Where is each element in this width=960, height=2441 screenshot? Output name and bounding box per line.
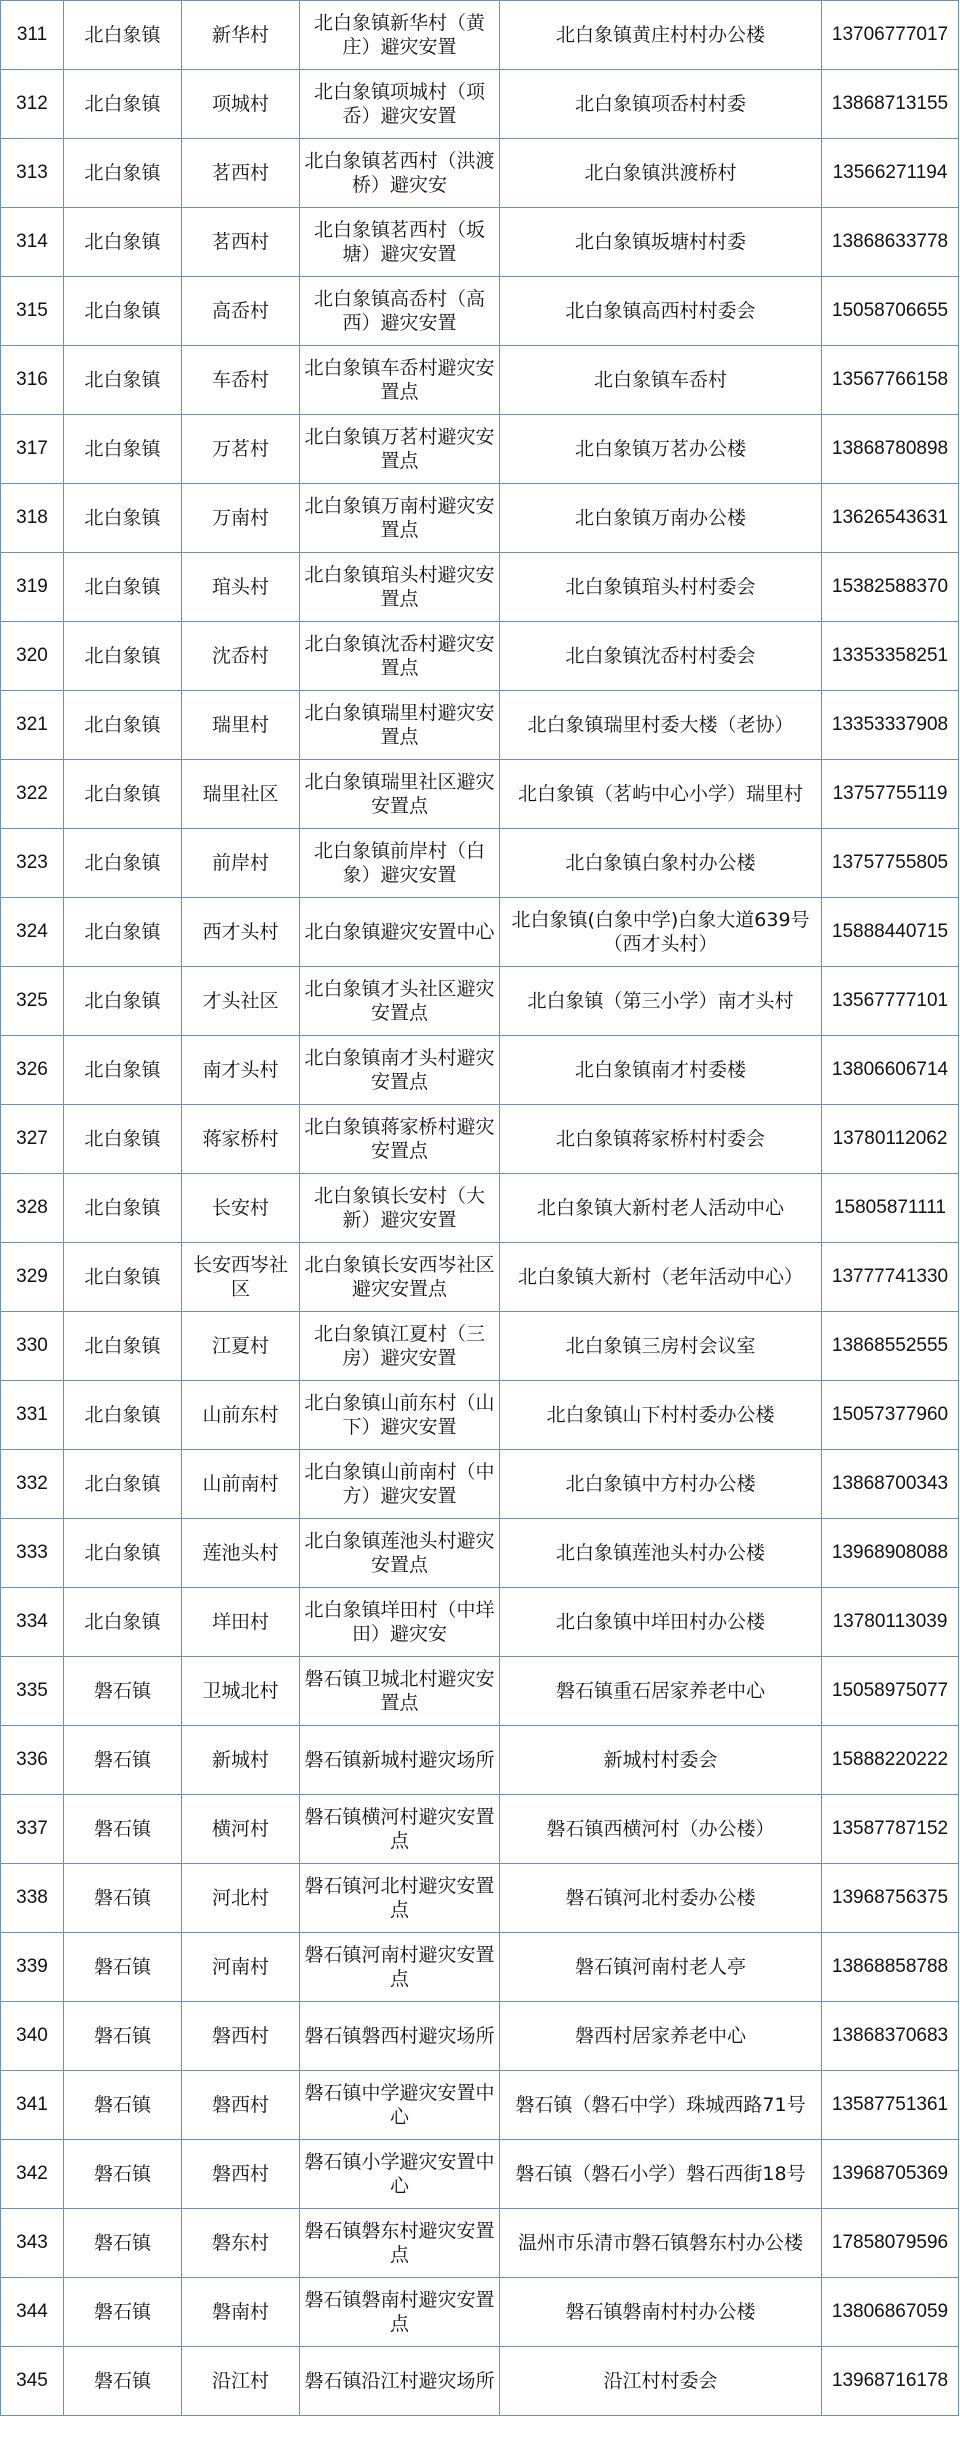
phone-cell: 15382588370 [822,553,959,622]
row-number: 327 [1,1105,64,1174]
village-cell: 南才头村 [182,1036,300,1105]
shelter-name-cell: 北白象镇才头社区避灾安置点 [300,967,500,1036]
town-cell: 磐石镇 [64,2071,182,2140]
address-cell: 北白象镇蒋家桥村村委会 [500,1105,822,1174]
town-cell: 磐石镇 [64,1933,182,2002]
address-cell: 北白象镇万南办公楼 [500,484,822,553]
row-number: 325 [1,967,64,1036]
row-number: 322 [1,760,64,829]
table-row [1,346,959,415]
phone-cell: 13968908088 [822,1519,959,1588]
address-cell: 沿江村村委会 [500,2347,822,2416]
town-cell: 北白象镇 [64,139,182,208]
table-row [1,1588,959,1657]
village-cell: 瑞里社区 [182,760,300,829]
row-number: 319 [1,553,64,622]
shelter-name-cell: 北白象镇琯头村避灾安置点 [300,553,500,622]
town-cell: 磐石镇 [64,1726,182,1795]
shelter-name-cell: 北白象镇茗西村（坂塘）避灾安置 [300,208,500,277]
table-row [1,1174,959,1243]
phone-cell: 15888440715 [822,898,959,967]
table-row [1,2209,959,2278]
table-row [1,1312,959,1381]
shelter-name-cell: 磐石镇卫城北村避灾安置点 [300,1657,500,1726]
phone-cell: 13868370683 [822,2002,959,2071]
row-number: 343 [1,2209,64,2278]
table-row [1,967,959,1036]
row-number: 339 [1,1933,64,2002]
table-row [1,1657,959,1726]
table-row [1,1450,959,1519]
shelter-name-cell: 北白象镇瑞里村避灾安置点 [300,691,500,760]
town-cell: 北白象镇 [64,1105,182,1174]
phone-cell: 13353337908 [822,691,959,760]
shelter-name-cell: 北白象镇万茗村避灾安置点 [300,415,500,484]
phone-cell: 13626543631 [822,484,959,553]
table-row [1,1,959,70]
table-row [1,1726,959,1795]
town-cell: 北白象镇 [64,208,182,277]
phone-cell: 13706777017 [822,1,959,70]
table-row [1,2002,959,2071]
address-cell: 北白象镇洪渡桥村 [500,139,822,208]
address-cell: 北白象镇莲池头村办公楼 [500,1519,822,1588]
phone-cell: 13567777101 [822,967,959,1036]
table-row [1,1795,959,1864]
row-number: 337 [1,1795,64,1864]
town-cell: 北白象镇 [64,1588,182,1657]
address-cell: 北白象镇大新村老人活动中心 [500,1174,822,1243]
phone-cell: 13780113039 [822,1588,959,1657]
phone-cell: 13968756375 [822,1864,959,1933]
shelter-name-cell: 北白象镇避灾安置中心 [300,898,500,967]
row-number: 336 [1,1726,64,1795]
row-number: 317 [1,415,64,484]
town-cell: 北白象镇 [64,346,182,415]
shelter-name-cell: 磐石镇磐南村避灾安置点 [300,2278,500,2347]
table-row [1,760,959,829]
town-cell: 北白象镇 [64,691,182,760]
phone-cell: 13868700343 [822,1450,959,1519]
address-cell: 磐石镇（磐石中学）珠城西路71号 [500,2071,822,2140]
shelter-name-cell: 磐石镇新城村避灾场所 [300,1726,500,1795]
village-cell: 新华村 [182,1,300,70]
table-row [1,1381,959,1450]
shelter-name-cell: 北白象镇山前东村（山下）避灾安置 [300,1381,500,1450]
town-cell: 磐石镇 [64,2347,182,2416]
village-cell: 山前东村 [182,1381,300,1450]
address-cell: 北白象镇琯头村村委会 [500,553,822,622]
shelter-name-cell: 北白象镇垟田村（中垟田）避灾安 [300,1588,500,1657]
town-cell: 磐石镇 [64,1795,182,1864]
village-cell: 山前南村 [182,1450,300,1519]
table-row [1,2347,959,2416]
phone-cell: 13968705369 [822,2140,959,2209]
town-cell: 北白象镇 [64,415,182,484]
town-cell: 北白象镇 [64,760,182,829]
row-number: 326 [1,1036,64,1105]
table-row [1,898,959,967]
table-row [1,1864,959,1933]
address-cell: 北白象镇中垟田村办公楼 [500,1588,822,1657]
address-cell: 北白象镇(白象中学)白象大道639号（西才头村） [500,898,822,967]
village-cell: 茗西村 [182,208,300,277]
town-cell: 磐石镇 [64,2140,182,2209]
table-row [1,1933,959,2002]
table-row [1,208,959,277]
town-cell: 磐石镇 [64,2002,182,2071]
phone-cell: 13968716178 [822,2347,959,2416]
row-number: 344 [1,2278,64,2347]
phone-cell: 13868713155 [822,70,959,139]
phone-cell: 13587751361 [822,2071,959,2140]
table-row [1,2278,959,2347]
row-number: 313 [1,139,64,208]
address-cell: 磐西村居家养老中心 [500,2002,822,2071]
town-cell: 北白象镇 [64,277,182,346]
shelter-name-cell: 北白象镇江夏村（三房）避灾安置 [300,1312,500,1381]
village-cell: 茗西村 [182,139,300,208]
town-cell: 北白象镇 [64,553,182,622]
table-row [1,139,959,208]
row-number: 334 [1,1588,64,1657]
table-row [1,277,959,346]
village-cell: 垟田村 [182,1588,300,1657]
village-cell: 横河村 [182,1795,300,1864]
town-cell: 北白象镇 [64,829,182,898]
row-number: 340 [1,2002,64,2071]
table-row [1,829,959,898]
row-number: 311 [1,1,64,70]
shelter-name-cell: 磐石镇中学避灾安置中心 [300,2071,500,2140]
shelter-name-cell: 磐石镇磐西村避灾场所 [300,2002,500,2071]
table-row [1,2071,959,2140]
village-cell: 磐西村 [182,2140,300,2209]
town-cell: 北白象镇 [64,967,182,1036]
table-row [1,1105,959,1174]
row-number: 338 [1,1864,64,1933]
row-number: 341 [1,2071,64,2140]
row-number: 318 [1,484,64,553]
town-cell: 北白象镇 [64,1036,182,1105]
address-cell: 北白象镇大新村（老年活动中心） [500,1243,822,1312]
village-cell: 前岸村 [182,829,300,898]
address-cell: 北白象镇白象村办公楼 [500,829,822,898]
address-cell: 北白象镇（茗屿中心小学）瑞里村 [500,760,822,829]
phone-cell: 15058706655 [822,277,959,346]
phone-cell: 15058975077 [822,1657,959,1726]
village-cell: 沈岙村 [182,622,300,691]
town-cell: 北白象镇 [64,1450,182,1519]
table-row [1,1519,959,1588]
town-cell: 磐石镇 [64,1864,182,1933]
village-cell: 才头社区 [182,967,300,1036]
address-cell: 北白象镇南才村委楼 [500,1036,822,1105]
address-cell: 磐石镇磐南村村办公楼 [500,2278,822,2347]
town-cell: 磐石镇 [64,2209,182,2278]
village-cell: 磐南村 [182,2278,300,2347]
shelter-name-cell: 磐石镇小学避灾安置中心 [300,2140,500,2209]
town-cell: 磐石镇 [64,1657,182,1726]
address-cell: 北白象镇中方村办公楼 [500,1450,822,1519]
phone-cell: 13806867059 [822,2278,959,2347]
row-number: 324 [1,898,64,967]
shelter-name-cell: 磐石镇磐东村避灾安置点 [300,2209,500,2278]
shelter-name-cell: 北白象镇莲池头村避灾安置点 [300,1519,500,1588]
table-row [1,691,959,760]
address-cell: 新城村村委会 [500,1726,822,1795]
address-cell: 温州市乐清市磐石镇磐东村办公楼 [500,2209,822,2278]
address-cell: 北白象镇坂塘村村委 [500,208,822,277]
address-cell: 磐石镇河南村老人亭 [500,1933,822,2002]
row-number: 314 [1,208,64,277]
town-cell: 北白象镇 [64,1519,182,1588]
village-cell: 磐西村 [182,2002,300,2071]
shelter-name-cell: 北白象镇万南村避灾安置点 [300,484,500,553]
row-number: 316 [1,346,64,415]
phone-cell: 13868780898 [822,415,959,484]
village-cell: 新城村 [182,1726,300,1795]
shelter-name-cell: 北白象镇蒋家桥村避灾安置点 [300,1105,500,1174]
address-cell: 北白象镇高西村村委会 [500,277,822,346]
row-number: 330 [1,1312,64,1381]
town-cell: 北白象镇 [64,1312,182,1381]
village-cell: 磐西村 [182,2071,300,2140]
shelter-name-cell: 北白象镇长安村（大新）避灾安置 [300,1174,500,1243]
village-cell: 车岙村 [182,346,300,415]
shelter-name-cell: 磐石镇河北村避灾安置点 [300,1864,500,1933]
phone-cell: 13806606714 [822,1036,959,1105]
village-cell: 河北村 [182,1864,300,1933]
shelter-name-cell: 北白象镇瑞里社区避灾安置点 [300,760,500,829]
shelter-name-cell: 北白象镇长安西岑社区避灾安置点 [300,1243,500,1312]
town-cell: 北白象镇 [64,484,182,553]
phone-cell: 13567766158 [822,346,959,415]
phone-cell: 13353358251 [822,622,959,691]
table-row [1,70,959,139]
village-cell: 卫城北村 [182,1657,300,1726]
shelter-name-cell: 北白象镇前岸村（白象）避灾安置 [300,829,500,898]
village-cell: 蒋家桥村 [182,1105,300,1174]
shelter-name-cell: 磐石镇河南村避灾安置点 [300,1933,500,2002]
village-cell: 万南村 [182,484,300,553]
table-row [1,622,959,691]
village-cell: 高岙村 [182,277,300,346]
address-cell: 磐石镇西横河村（办公楼） [500,1795,822,1864]
phone-cell: 13587787152 [822,1795,959,1864]
village-cell: 瑞里村 [182,691,300,760]
village-cell: 西才头村 [182,898,300,967]
address-cell: 北白象镇三房村会议室 [500,1312,822,1381]
town-cell: 北白象镇 [64,1243,182,1312]
address-cell: 北白象镇沈岙村村委会 [500,622,822,691]
address-cell: 北白象镇瑞里村委大楼（老协） [500,691,822,760]
phone-cell: 13757755805 [822,829,959,898]
row-number: 333 [1,1519,64,1588]
row-number: 329 [1,1243,64,1312]
village-cell: 河南村 [182,1933,300,2002]
phone-cell: 15805871111 [822,1174,959,1243]
address-cell: 北白象镇车岙村 [500,346,822,415]
town-cell: 北白象镇 [64,1,182,70]
row-number: 345 [1,2347,64,2416]
phone-cell: 13780112062 [822,1105,959,1174]
row-number: 335 [1,1657,64,1726]
row-number: 312 [1,70,64,139]
row-number: 321 [1,691,64,760]
phone-cell: 13777741330 [822,1243,959,1312]
row-number: 331 [1,1381,64,1450]
village-cell: 莲池头村 [182,1519,300,1588]
phone-cell: 13868858788 [822,1933,959,2002]
row-number: 315 [1,277,64,346]
shelter-name-cell: 北白象镇车岙村避灾安置点 [300,346,500,415]
address-cell: 北白象镇项岙村村委 [500,70,822,139]
village-cell: 长安西岑社区 [182,1243,300,1312]
address-cell: 北白象镇（第三小学）南才头村 [500,967,822,1036]
shelter-name-cell: 北白象镇高岙村（高西）避灾安置 [300,277,500,346]
phone-cell: 15057377960 [822,1381,959,1450]
village-cell: 长安村 [182,1174,300,1243]
address-cell: 磐石镇重石居家养老中心 [500,1657,822,1726]
village-cell: 江夏村 [182,1312,300,1381]
shelter-name-cell: 北白象镇南才头村避灾安置点 [300,1036,500,1105]
phone-cell: 13757755119 [822,760,959,829]
address-cell: 北白象镇万茗办公楼 [500,415,822,484]
phone-cell: 13566271194 [822,139,959,208]
table-body [1,1,959,2416]
row-number: 320 [1,622,64,691]
phone-cell: 13868633778 [822,208,959,277]
table-row [1,415,959,484]
village-cell: 沿江村 [182,2347,300,2416]
row-number: 342 [1,2140,64,2209]
village-cell: 琯头村 [182,553,300,622]
shelter-name-cell: 北白象镇项城村（项岙）避灾安置 [300,70,500,139]
table-row [1,553,959,622]
shelter-name-cell: 北白象镇茗西村（洪渡桥）避灾安 [300,139,500,208]
phone-cell: 13868552555 [822,1312,959,1381]
village-cell: 项城村 [182,70,300,139]
address-cell: 磐石镇（磐石小学）磐石西街18号 [500,2140,822,2209]
address-cell: 磐石镇河北村委办公楼 [500,1864,822,1933]
village-cell: 磐东村 [182,2209,300,2278]
address-cell: 北白象镇山下村村委办公楼 [500,1381,822,1450]
shelter-name-cell: 磐石镇沿江村避灾场所 [300,2347,500,2416]
town-cell: 北白象镇 [64,1174,182,1243]
shelter-name-cell: 磐石镇横河村避灾安置点 [300,1795,500,1864]
table-row [1,1243,959,1312]
shelter-name-cell: 北白象镇沈岙村避灾安置点 [300,622,500,691]
table-row [1,1036,959,1105]
village-cell: 万茗村 [182,415,300,484]
town-cell: 北白象镇 [64,898,182,967]
table-row [1,484,959,553]
row-number: 328 [1,1174,64,1243]
town-cell: 磐石镇 [64,2278,182,2347]
phone-cell: 15888220222 [822,1726,959,1795]
shelter-name-cell: 北白象镇新华村（黄庄）避灾安置 [300,1,500,70]
row-number: 332 [1,1450,64,1519]
table-row [1,2140,959,2209]
row-number: 323 [1,829,64,898]
town-cell: 北白象镇 [64,70,182,139]
town-cell: 北白象镇 [64,622,182,691]
phone-cell: 17858079596 [822,2209,959,2278]
town-cell: 北白象镇 [64,1381,182,1450]
shelter-name-cell: 北白象镇山前南村（中方）避灾安置 [300,1450,500,1519]
address-cell: 北白象镇黄庄村村办公楼 [500,1,822,70]
